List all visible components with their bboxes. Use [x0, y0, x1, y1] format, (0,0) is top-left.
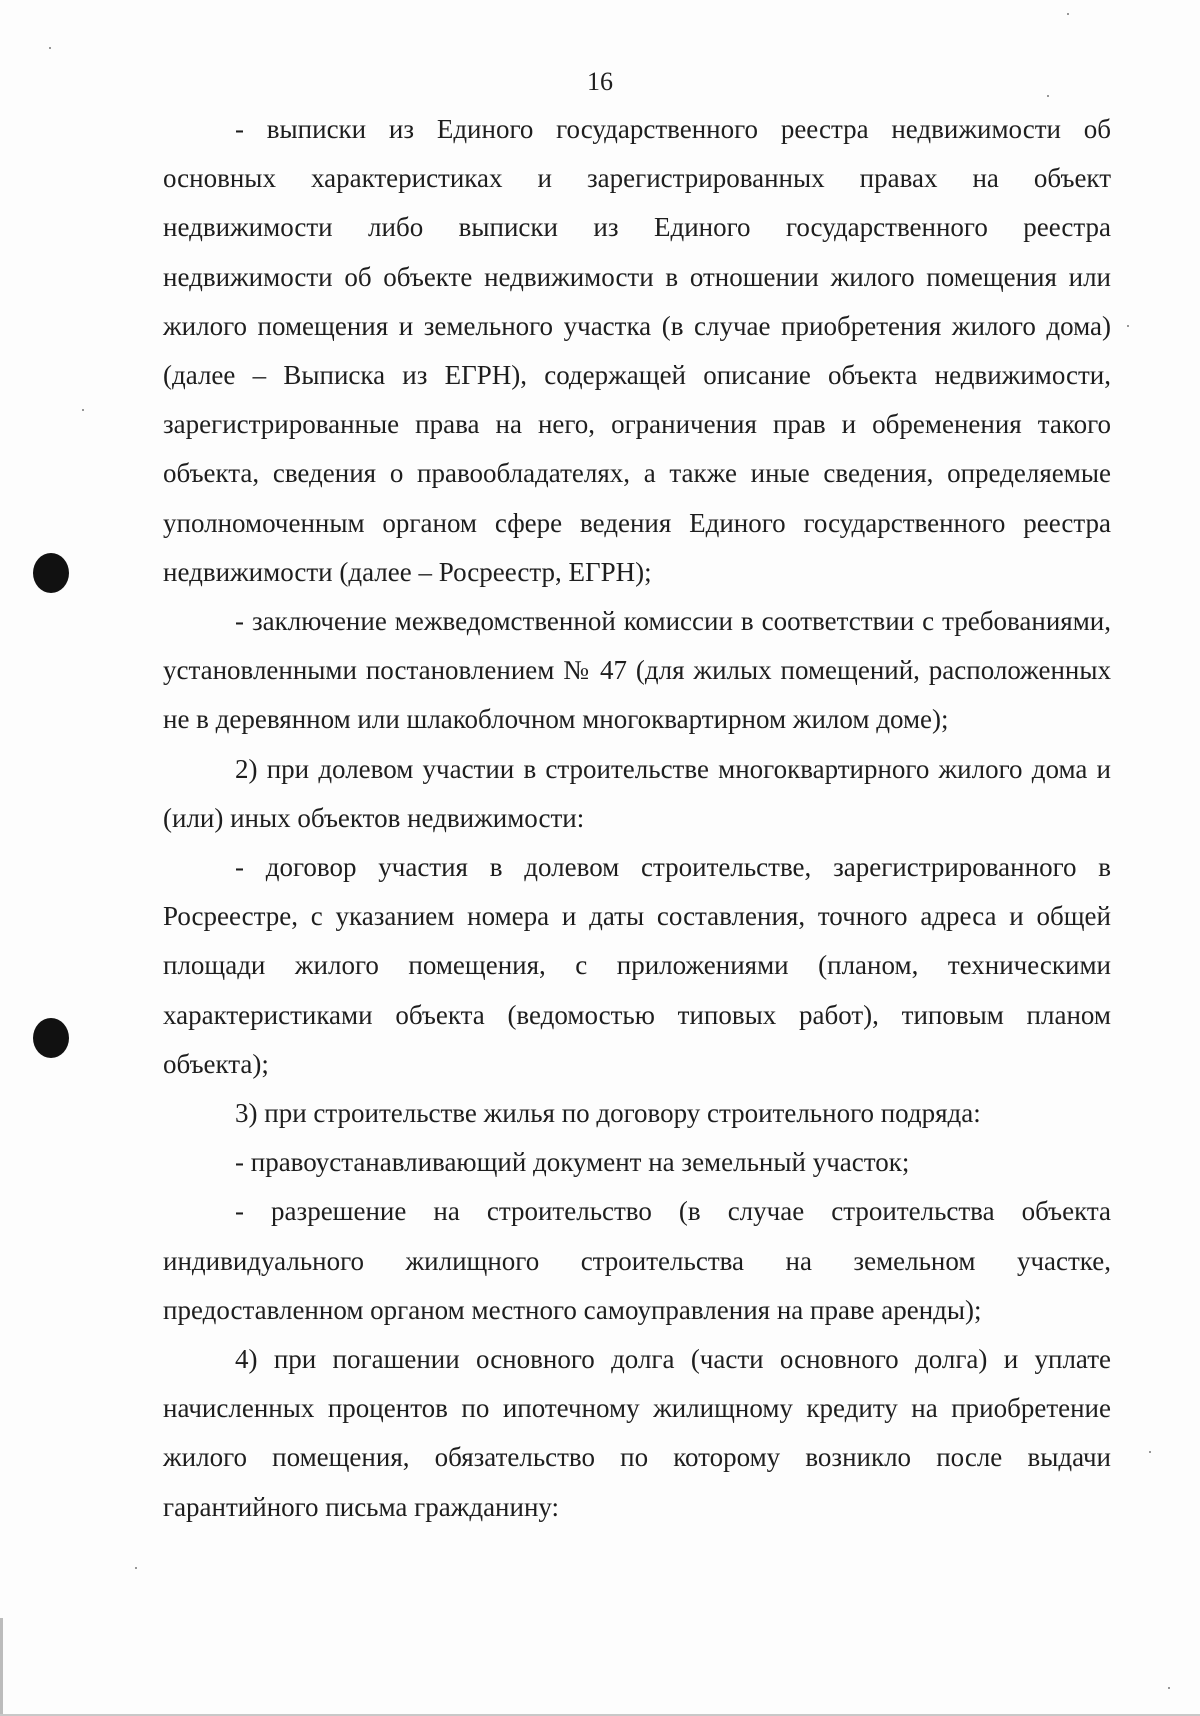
paragraph-shared-construction-contract: - договор участия в долевом строительстве, зарегистрированного в Росреестре, с указанием номера и даты составления, точного адреса и общей площади жилого помещения, с приложениями (планом, техническими характеристиками объекта (ведомостью типовых работ), типовым планом объекта); [163, 852, 1111, 1079]
paragraph-mortgage-repayment: 4) при погашении основного долга (части основного долга) и уплате начисленных процентов по ипотечному жилищному кредиту на приобретение жилого помещения, обязательство по которому возникло после выдачи гарантийного письма гражданину: [163, 1344, 1111, 1522]
scan-speck [135, 1567, 137, 1569]
scan-speck [82, 409, 84, 411]
punch-hole-bottom [33, 1018, 69, 1058]
scan-speck [49, 47, 51, 49]
document-body [163, 105, 1111, 1532]
paragraph-shared-construction-heading: 2) при долевом участии в строительстве многоквартирного жилого дома и (или) иных объектов недвижимости: [163, 753, 1111, 833]
scan-speck [1067, 13, 1069, 15]
paragraph-construction-contract-heading: 3) при строительстве жилья по договору строительного подряда: [235, 1098, 981, 1129]
paragraph-land-title-document: - правоустанавливающий документ на земельный участок; [235, 1147, 910, 1178]
scan-speck [1127, 325, 1129, 327]
paragraph-interdepartmental-commission: - заключение межведомственной комиссии в соответствии с требованиями, установленными постановлением № 47 (для жилых помещений, расположенных не в деревянном или шлакоблочном многоквартирном жилом доме); [163, 606, 1111, 735]
paragraph-egrn-extract: - выписки из Единого государственного реестра недвижимости об основных характеристиках и зарегистрированных правах на объект недвижимости либо выписки из Единого государственного реестра недвижимости об объекте недвижимости в отношении жилого помещения или жилого помещения и земельного участка (в случае приобретения жилого дома) (далее – Выписка из ЕГРН), содержащей описание объекта недвижимости, зарегистрированные права на него, ограничения прав и обременения такого объекта, сведения о правообладателях, а также иные сведения, определяемые уполномоченным органом сфере ведения Единого государственного реестра недвижимости (далее – Росреестр, ЕГРН); [163, 114, 1111, 587]
scan-speck [1149, 1451, 1151, 1453]
punch-hole-top [33, 553, 69, 593]
page-number: 16 [587, 67, 613, 96]
scan-edge-line [0, 1618, 3, 1716]
paragraph-building-permit: - разрешение на строительство (в случае строительства объекта индивидуального жилищного строительства на земельном участке, предоставленном органом местного самоуправления на праве аренды); [163, 1196, 1111, 1325]
scan-speck [1168, 1687, 1170, 1689]
